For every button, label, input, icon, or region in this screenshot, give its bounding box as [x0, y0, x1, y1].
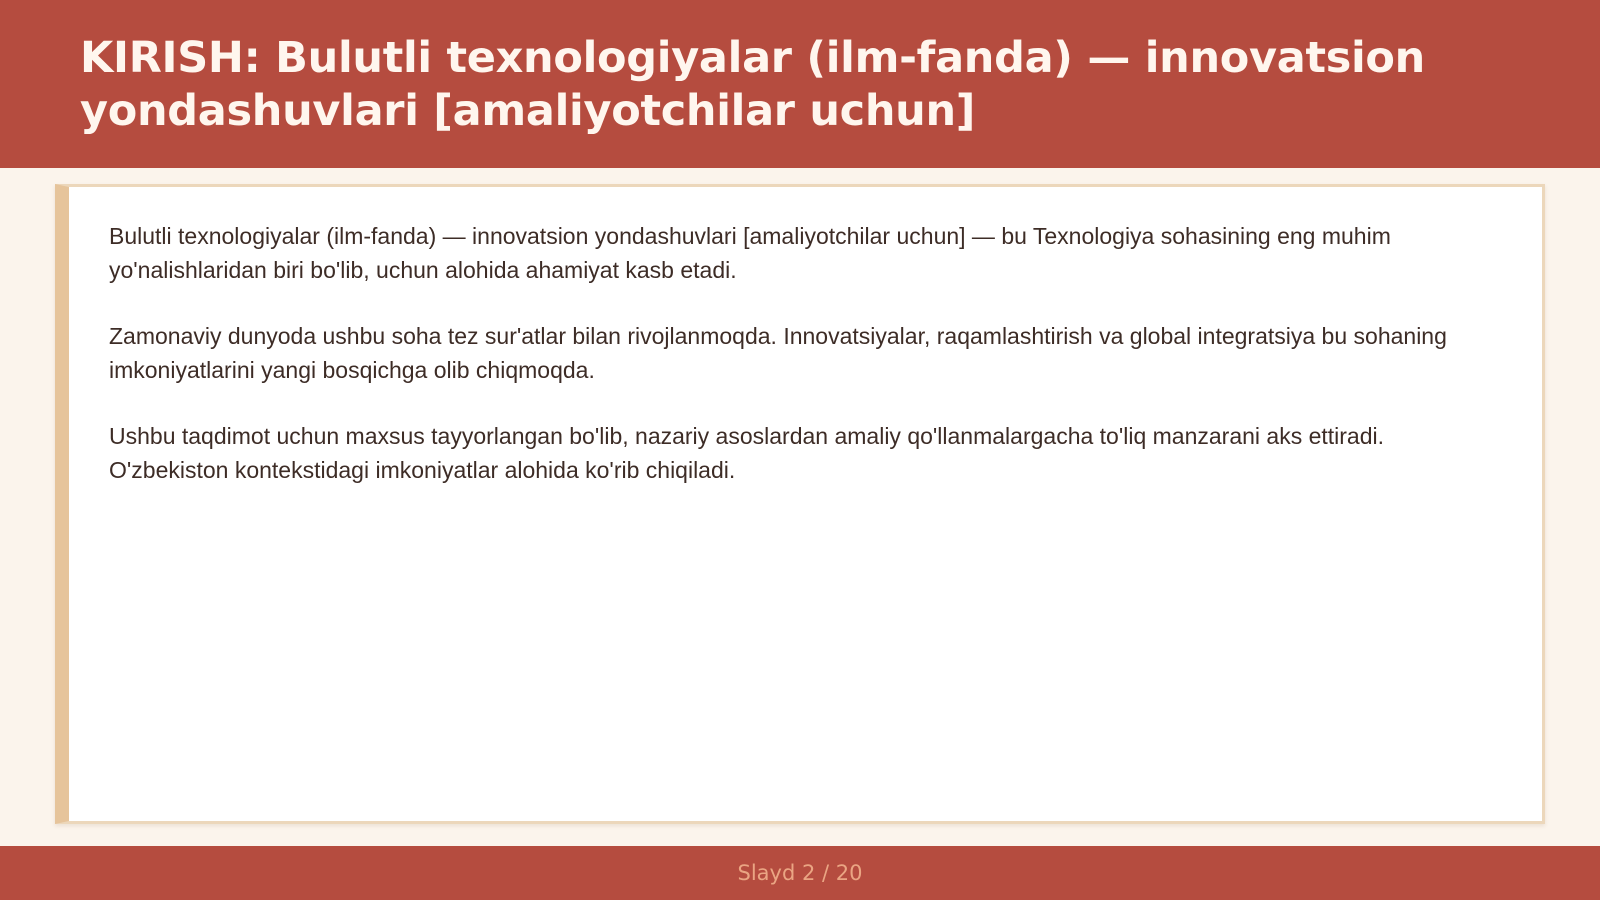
- paragraph-modern-world: Zamonaviy dunyoda ushbu soha tez sur'atlar bilan rivojlanmoqda. Innovatsiyalar, raqamlashtirish va global integratsiya bu sohaning imkoniyatlarini yangi bosqichga olib chiqmoqda.: [109, 323, 1447, 383]
- slide-counter: Slayd 2 / 20: [737, 861, 863, 885]
- paragraph-intro: Bulutli texnologiyalar (ilm-fanda) — innovatsion yondashuvlari [amaliyotchilar uchun] — bu Texnologiya sohasining eng muhim yo'nalishlaridan biri bo'lib, uchun alohida ahamiyat kasb etadi.: [109, 223, 1391, 283]
- paragraph-presentation-scope: Ushbu taqdimot uchun maxsus tayyorlangan bo'lib, nazariy asoslardan amaliy qo'llanmalargacha to'liq manzarani aks ettiradi. O'zbekiston kontekstidagi imkoniyatlar alohida ko'rib chiqiladi.: [109, 423, 1385, 483]
- slide-header: [0, 0, 1600, 168]
- slide-footer: [0, 846, 1600, 900]
- slide-title: KIRISH: Bulutli texnologiyalar (ilm-fanda) — innovatsion yondashuvlari [amaliyotchilar uchun]: [80, 33, 1425, 136]
- content-panel: [55, 184, 1545, 824]
